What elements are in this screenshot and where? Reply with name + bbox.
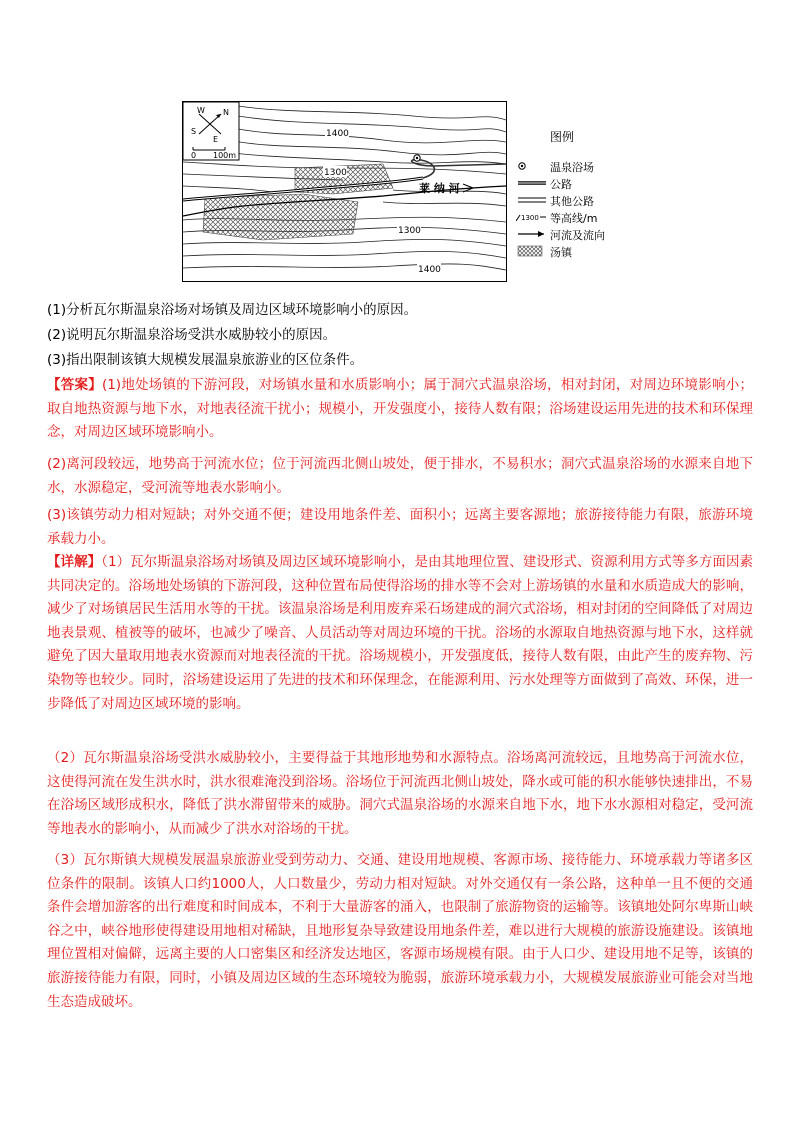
detail-block-2: （2）瓦尔斯温泉浴场受洪水威胁较小，主要得益于其地形地势和水源特点。浴场离河流较远，且地势高于河流水位，这使得河流在发生洪水时，洪水很难淹没到浴场。浴场位于河流西北侧山坡处，降水或可能的积水能够快速排出，不易在浴场区域形成积水，降低了洪水滞留带来的威胁。洞穴式温泉浴场的水源来自地下水，地下水水源相对稳定，受河流等地表水的影响小，从而减少了洪水对浴场的干扰。 — [47, 750, 753, 837]
detail-text-1: （1）瓦尔斯温泉浴场对场镇及周边区域环境影响小，是由其地理位置、建设形式、资源利用方式等多方面因素共同决定的。浴场地处场镇的下游河段，这种位置布局使得浴场的排水等不会对上游场镇的水量和水质造成大的影响，减少了对场镇居民生活用水等的干扰。该温泉浴场是利用废弃采石场建成的洞穴式浴场，相对封闭的空间降低了对周边地表景观、植被等的破坏，也减少了噪音、人员活动等对周边环境的干扰。浴场的水源取自地热资源与地下水，这样就避免了因大量取用地表水资源而对地表径流的干扰。浴场规模小，开发强度低，接待人数有限，由此产生的废弃物、污染物等也较少。同时，浴场建设运用了先进的技术和环保理念，在能源利用、污水处理等方面做到了高效、环保，进一步降低了对周边区域环境的影响。 — [47, 554, 753, 712]
compass-w: W — [197, 106, 205, 115]
river-arrow-icon — [516, 226, 546, 242]
legend-label-river: 河流及流向 — [550, 229, 605, 242]
scale-distance: 100m — [213, 151, 237, 160]
compass-e: E — [213, 135, 219, 144]
legend-item-town — [516, 243, 626, 259]
answer-block-3: (3)该镇劳动力相对短缺；对外交通不便；建设用地条件差、面积小；远离主要客源地；旅游接待能力有限，旅游环境承载力小。 — [47, 507, 753, 547]
other-road-icon — [516, 192, 546, 208]
contour-label-1400-bottom: 1400 — [418, 265, 441, 275]
contour-label-1400-top: 1400 — [326, 129, 349, 139]
legend-label-other-road: 其他公路 — [550, 195, 594, 208]
contour-icon — [516, 209, 546, 225]
legend-title: 图例 — [550, 130, 575, 144]
legend-label-contour: 等高线/m — [550, 212, 598, 225]
legend-item-other-road — [516, 192, 626, 208]
river-label: 莱 纳 河 — [419, 182, 460, 195]
legend-label-hot-spring: 温泉浴场 — [550, 161, 594, 174]
question-3: (3)指出限制该镇大规模发展温泉旅游业的区位条件。 — [47, 352, 364, 368]
scale-zero: 0 — [191, 151, 197, 160]
compass-s: S — [191, 127, 197, 136]
hot-spring-icon — [516, 158, 546, 174]
contour-map — [182, 101, 507, 282]
legend-contour-sample: 1300 — [521, 214, 539, 222]
detail-block-1 — [47, 551, 753, 716]
answer-block-2: (2)离河段较远，地势高于河流水位；位于河流西北侧山坡处，便于排水，不易积水；洞穴式温泉浴场的水源来自地下水，水源稳定，受河流等地表水影响小。 — [47, 456, 753, 496]
compass-n: N — [223, 108, 229, 117]
legend-item-hot-spring — [516, 158, 626, 174]
answer-block-1 — [47, 374, 753, 445]
legend-item-river — [516, 226, 626, 242]
contour-map-drawing — [183, 102, 506, 281]
contour-label-1300-top: 1300 — [324, 168, 347, 178]
legend-label-road: 公路 — [550, 178, 572, 191]
contour-label-1300-bottom: 1300 — [398, 226, 421, 236]
question-1: (1)分析瓦尔斯温泉浴场对场镇及周边区域环境影响小的原因。 — [47, 302, 418, 318]
legend-label-town: 汤镇 — [550, 246, 572, 259]
road-icon — [516, 175, 546, 191]
detail-tag: 【详解】 — [47, 554, 102, 570]
hot-spring-dot — [416, 157, 418, 159]
answer-tag: 【答案】 — [47, 377, 102, 393]
legend-item-contour — [516, 209, 626, 225]
answer-text-1: (1)地处场镇的下游河段，对场镇水量和水质影响小；属于洞穴式温泉浴场，相对封闭，对周边环境影响小；取自地热资源与地下水，对地表径流干扰小；规模小，开发强度小，接待人数有限；浴场建设运用先进的技术和环保理念，对周边区域环境影响小。 — [47, 377, 753, 441]
detail-block-3: （3）瓦尔斯镇大规模发展温泉旅游业受到劳动力、交通、建设用地规模、客源市场、接待能力、环境承载力等诸多区位条件的限制。该镇人口约1000人，人口数量少，劳动力相对短缺。对外交通仅有一条公路，这种单一且不便的交通条件会增加游客的出行难度和时间成本，不利于大量游客的涌入，也限制了旅游物资的运输等。该镇地处阿尔卑斯山峡谷之中，峡谷地形使得建设用地相对稀缺，且地形复杂导致建设用地条件差，难以进行大规模的旅游设施建设。该镇地理位置相对偏僻，远离主要的人口密集区和经济发达地区，客源市场规模有限。由于人口少、建设用地不足等，该镇的旅游接待能力有限，同时，小镇及周边区域的生态环境较为脆弱，旅游环境承载力小，大规模发展旅游业可能会对当地生态造成破坏。 — [47, 852, 753, 1010]
town-hatch-icon — [516, 243, 546, 259]
town-area-west — [203, 194, 358, 240]
question-2: (2)说明瓦尔斯温泉浴场受洪水威胁较小的原因。 — [47, 327, 337, 343]
legend-item-road — [516, 175, 626, 191]
